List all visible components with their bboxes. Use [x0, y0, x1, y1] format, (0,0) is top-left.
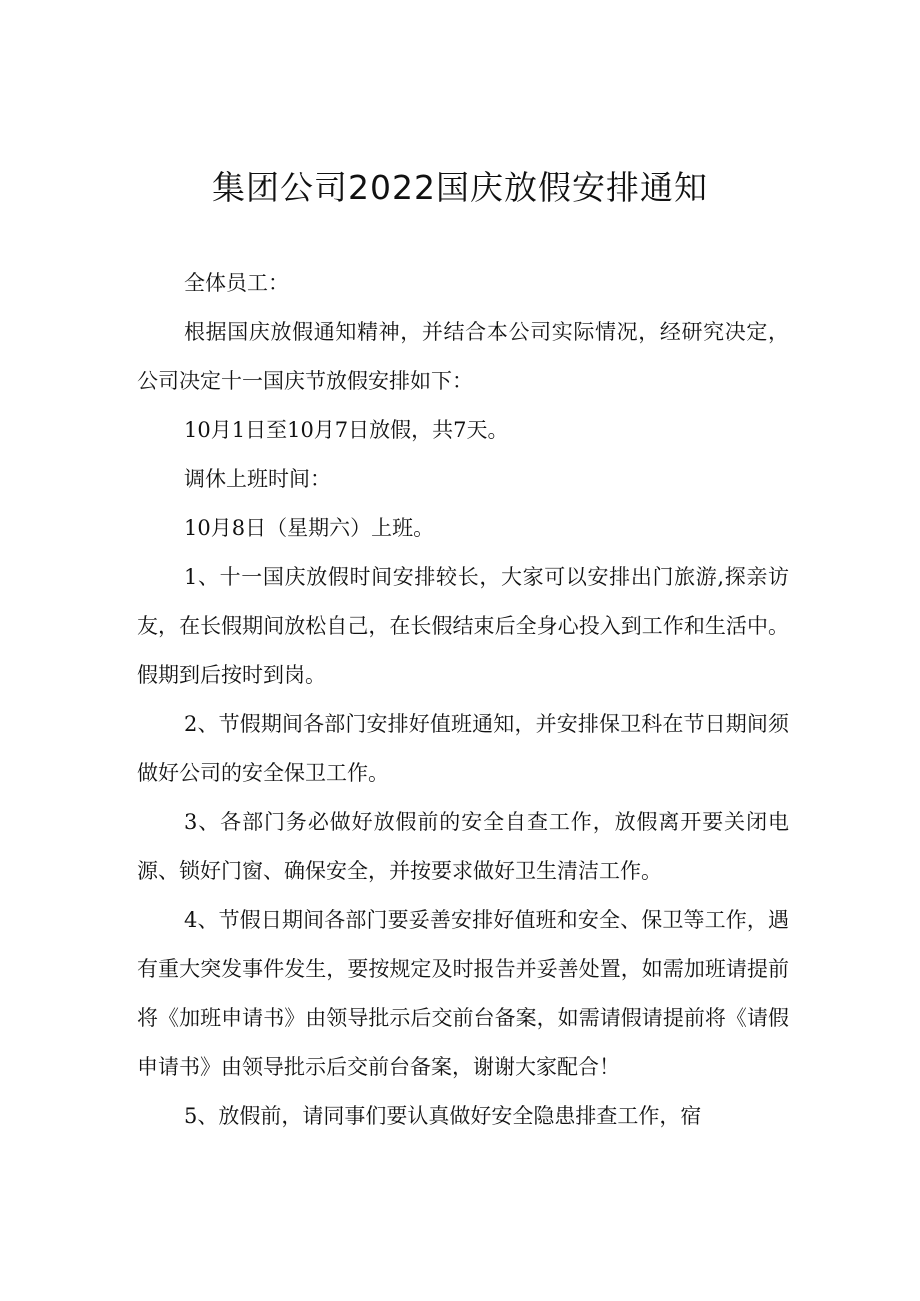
- salutation: 全体员工：: [184, 271, 289, 295]
- item-2: 2、节假期间各部门安排好值班通知，并安排保卫科在节日期间须做好公司的安全保卫工作。: [137, 712, 789, 785]
- holiday-dates: 10月1日至10月7日放假，共7天。: [184, 418, 509, 442]
- makeup-workday-heading: 调休上班时间：: [184, 467, 331, 491]
- item-5: 5、放假前，请同事们要认真做好安全隐患排查工作，宿: [184, 1104, 702, 1128]
- document-body: [137, 259, 789, 1141]
- intro-paragraph: 根据国庆放假通知精神，并结合本公司实际情况，经研究决定，公司决定十一国庆节放假安排如下：: [137, 320, 789, 393]
- makeup-workday-date: 10月8日（星期六）上班。: [184, 516, 435, 540]
- item-3: 3、各部门务必做好放假前的安全自查工作，放假离开要关闭电源、锁好门窗、确保安全，并按要求做好卫生清洁工作。: [137, 810, 789, 883]
- item-4: 4、节假日期间各部门要妥善安排好值班和安全、保卫等工作，遇有重大突发事件发生，要按规定及时报告并妥善处置，如需加班请提前将《加班申请书》由领导批示后交前台备案，如需请假请提前将《请假申请书》由领导批示后交前台备案，谢谢大家配合！: [137, 908, 789, 1079]
- item-1: 1、十一国庆放假时间安排较长，大家可以安排出门旅游,探亲访友，在长假期间放松自己，在长假结束后全身心投入到工作和生活中。假期到后按时到岗。: [137, 565, 789, 687]
- document-title: 集团公司2022国庆放假安排通知: [212, 168, 708, 207]
